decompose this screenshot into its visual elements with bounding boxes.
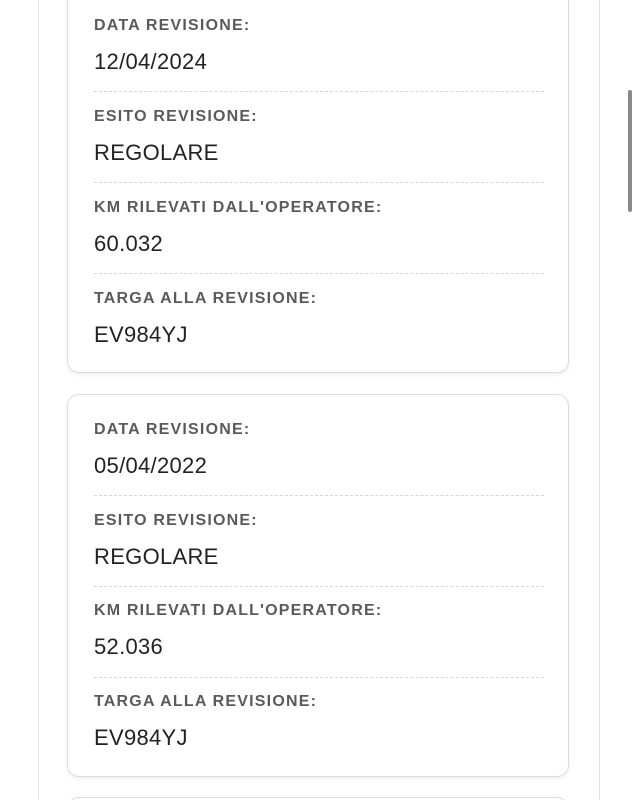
field-value: 52.036 — [94, 634, 164, 659]
field-label: ESITO REVISIONE: — [94, 512, 258, 529]
revision-card — [67, 0, 569, 373]
field-value: 05/04/2022 — [94, 453, 208, 478]
field-label: TARGA ALLA REVISIONE: — [94, 693, 318, 710]
field-label: ESITO REVISIONE: — [94, 108, 258, 125]
revision-card — [67, 394, 569, 777]
field-label: KM RILEVATI DALL'OPERATORE: — [94, 602, 383, 619]
field-value: REGOLARE — [94, 140, 219, 165]
divider — [94, 586, 544, 587]
field-value: EV984YJ — [94, 322, 188, 347]
scrollbar-thumb[interactable] — [628, 90, 632, 212]
divider — [94, 182, 544, 183]
divider — [94, 677, 544, 678]
field-value: 60.032 — [94, 231, 164, 256]
divider — [94, 91, 544, 92]
field-label: TARGA ALLA REVISIONE: — [94, 290, 318, 307]
field-label: DATA REVISIONE: — [94, 17, 251, 34]
field-value: 12/04/2024 — [94, 49, 208, 74]
field-label: KM RILEVATI DALL'OPERATORE: — [94, 199, 383, 216]
field-value: REGOLARE — [94, 544, 219, 569]
divider — [94, 495, 544, 496]
field-label: DATA REVISIONE: — [94, 421, 251, 438]
field-value: EV984YJ — [94, 725, 188, 750]
divider — [94, 273, 544, 274]
